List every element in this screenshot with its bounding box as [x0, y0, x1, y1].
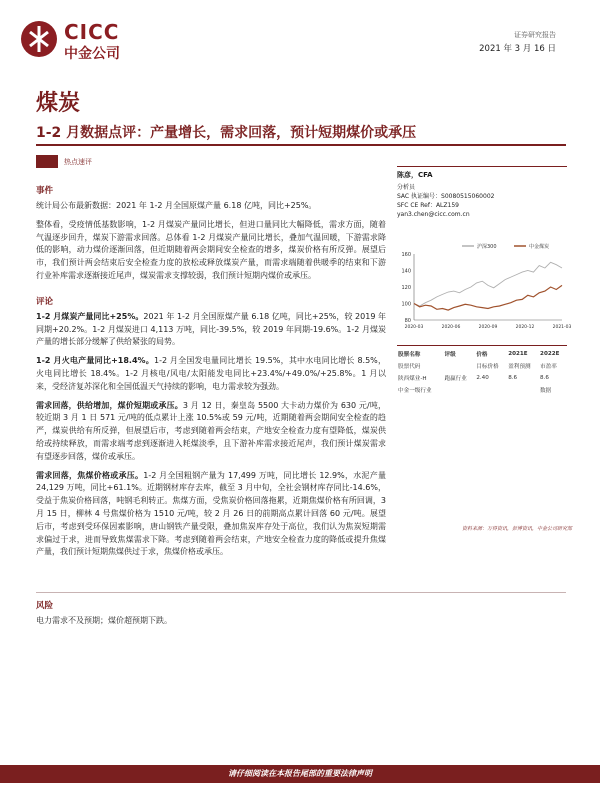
sector-title: 煤炭	[36, 91, 81, 116]
comment-p2-lead: 1-2 月火电产量同比+18.4%。	[36, 356, 155, 366]
title-divider	[36, 144, 566, 146]
table-cell	[443, 384, 475, 396]
logo	[20, 18, 140, 66]
main-column	[36, 184, 386, 559]
chart-ytick-label: 140	[401, 268, 411, 275]
tag-label: 热点速评	[64, 158, 92, 166]
table-cell: 8.6	[540, 375, 549, 381]
table-cell: 股票代码	[398, 364, 421, 370]
table-cell: 评级	[444, 352, 456, 358]
chart-ytick-label: 100	[401, 301, 411, 308]
comment-p2-text: 1-2 月全国发电量同比增长 19.5%，其中水电同比增长 8.5%，火电同比增长 18.4%。1-2 月核电/风电/太阳能发电同比+23.4%/+49.0%/+25.8%。1 月以来，受经济复苏深化和全国低温天气持续的影响，电力需求较为强劲。	[36, 356, 386, 391]
comment-p4	[36, 470, 386, 560]
footer-disclaimer: 请仔细阅读在本报告尾部的重要法律声明	[228, 769, 372, 778]
comment-p3	[36, 400, 386, 464]
chart-ytick-label: 80	[404, 318, 411, 324]
risk-heading: 风险	[36, 601, 54, 611]
rating-table	[397, 345, 567, 396]
table-subheader-row	[397, 360, 567, 372]
chart-ytick-label: 160	[401, 252, 411, 258]
table-cell: 目标价格	[476, 364, 499, 370]
table-row	[397, 384, 567, 396]
table-cell: 盈利预测	[508, 364, 531, 370]
analyst-email[interactable]: yan3.chen@cicc.com.cn	[397, 211, 470, 218]
chart-xtick-label: 2021-03	[552, 325, 572, 330]
logo-en: CICC	[64, 20, 120, 44]
analyst-sfc: SFC CE Ref：ALZ159	[397, 202, 459, 209]
performance-chart	[392, 240, 572, 332]
table-cell	[507, 384, 539, 396]
table-header-row	[397, 348, 567, 360]
logo-cn: 中金公司	[64, 46, 120, 62]
comment-p4-lead: 需求回落，焦煤价格或承压。	[36, 470, 144, 480]
chart-xtick-label: 2020-09	[478, 325, 498, 330]
analyst-name: 陈彦，CFA	[397, 171, 433, 179]
report-type: 证券研究报告	[514, 31, 556, 39]
table-cell: 陕西煤业-H	[398, 376, 427, 382]
table-cell: 价格	[476, 352, 488, 358]
table-cell: 股票名称	[398, 352, 421, 358]
table-cell: 2022E	[540, 351, 560, 357]
rating-table-grid	[397, 348, 567, 396]
chart-ytick-label: 120	[401, 285, 411, 291]
table-cell: 中金一级行业	[398, 388, 432, 394]
comment-p1-lead: 1-2 月煤炭产量同比+25%。	[36, 311, 144, 321]
risk-section	[36, 592, 386, 628]
table-cell: 跑赢行业	[444, 376, 467, 382]
table-cell: 8.6	[508, 375, 518, 381]
comment-p3-text: 3 月 12 日，秦皇岛 5500 大卡动力煤价为 630 元/吨，较近期 3 月 1 日 571 元/吨的低点累计上涨 10.5%或 59 元/吨，近期随着两会期间安全检查的趋严，煤炭供给有所反弹，但展望后市，考虑到随着两会结束，产地安全检查力度有望降低，煤炭供给或持续释放，而需求端考虑到逐渐进入耗煤淡季，且下游补库需求接近尾声，我们预计煤炭需求有望逐步回落，煤价或承压。	[36, 400, 386, 461]
comment-p1-text: 2021 年 1-2 月全国原煤产量 6.18 亿吨，同比+25%，较 2019 年同期+20.2%。1-2 月煤炭进口 4,113 万吨，同比-39.5%，较 2019 年同期-19.6%。1-2 月煤炭产量的增长部分缓解了供给紧张的局势。	[36, 311, 386, 347]
analyst-role: 分析员	[397, 184, 416, 191]
cicc-logo-icon	[20, 20, 58, 58]
analyst-box	[397, 166, 567, 219]
table-cell: 2021E	[508, 351, 528, 357]
chart-xtick-label: 2020-06	[441, 325, 461, 330]
table-row	[397, 372, 567, 384]
report-date: 2021 年 3 月 16 日	[479, 44, 556, 54]
chart-source: 资料来源：万得资讯，彭博资讯，中金公司研究部	[462, 526, 573, 532]
chart-legend-label: 中金煤炭	[529, 244, 550, 250]
tag-marker	[36, 155, 58, 168]
table-cell	[475, 384, 507, 396]
event-p1: 统计局公布最新数据：2021 年 1-2 月全国原煤产量 6.18 亿吨，同比+25%。	[36, 201, 317, 210]
comment-p4-text: 1-2 月全国粗钢产量为 17,499 万吨，同比增长 12.9%，水泥产量 24,129 万吨，同比+61.1%。近期钢材库存去库，截至 3 月中旬，全社会钢材库存同比-14.6%，受益于焦炭价格回落，吨钢毛利转正。焦煤方面，受焦炭价格回落拖累，近期焦煤价格有所回调，3 月 15 日，柳林 4 号焦煤价格为 1510 元/吨，较 2 月 26 日的前期高点累计回落 60 元/吨。展望后市，考虑到受环保因素影响，唐山钢铁产量受限，叠加焦炭库存处于高位，我们认为焦炭短期需求偏过于求，进而导致焦煤需求下降。考虑到随着两会结束，产地安全检查力度的降低或提升焦煤产量，我们预计短期焦煤供过于求，焦煤价格或承压。	[36, 470, 387, 557]
chart-xtick-label: 2020-03	[404, 325, 424, 330]
table-cell: 2.40	[476, 375, 489, 381]
table-cell	[443, 360, 475, 372]
comment-heading: 评论	[36, 296, 54, 307]
event-heading: 事件	[36, 186, 54, 196]
table-cell: 市盈率	[540, 364, 557, 370]
comment-p3-lead: 需求回落，供给增加，煤价短期或承压。	[36, 400, 183, 410]
analyst-sac: SAC 执证编号：S0080515060002	[397, 193, 495, 200]
table-cell: 数据	[540, 388, 552, 394]
chart-series-line	[414, 262, 562, 306]
event-p2: 整体看，受疫情低基数影响，1-2 月煤炭产量同比增长，但进口量同比大幅降低，需求方面，随着气温逐步回升，煤炭下游需求回落。总体看 1-2 月煤炭产量同比增长，叠加气温回暖，下游需求降低的影响，动力煤价逐渐回落，但近期随着两会期间安全检查的增多，煤炭价格有所反弹。展望后市，我们预计两会结束后安全检查力度的放松或释放煤炭产量，而需求端随着供暖季的结束和下游行业补库需求逐渐接近尾声，煤炭需求支撑较弱，我们预计短期内煤价或承压。	[36, 219, 386, 280]
report-title: 1-2 月数据点评：产量增长，需求回落，预计短期煤价或承压	[36, 125, 417, 141]
chart-svg	[392, 240, 572, 332]
chart-xtick-label: 2020-12	[515, 325, 535, 330]
chart-legend-label: 沪深300	[477, 244, 497, 250]
risk-text: 电力需求不及预期；煤价超预期下跌。	[36, 616, 172, 625]
comment-p1	[36, 311, 386, 349]
comment-p2	[36, 355, 386, 393]
